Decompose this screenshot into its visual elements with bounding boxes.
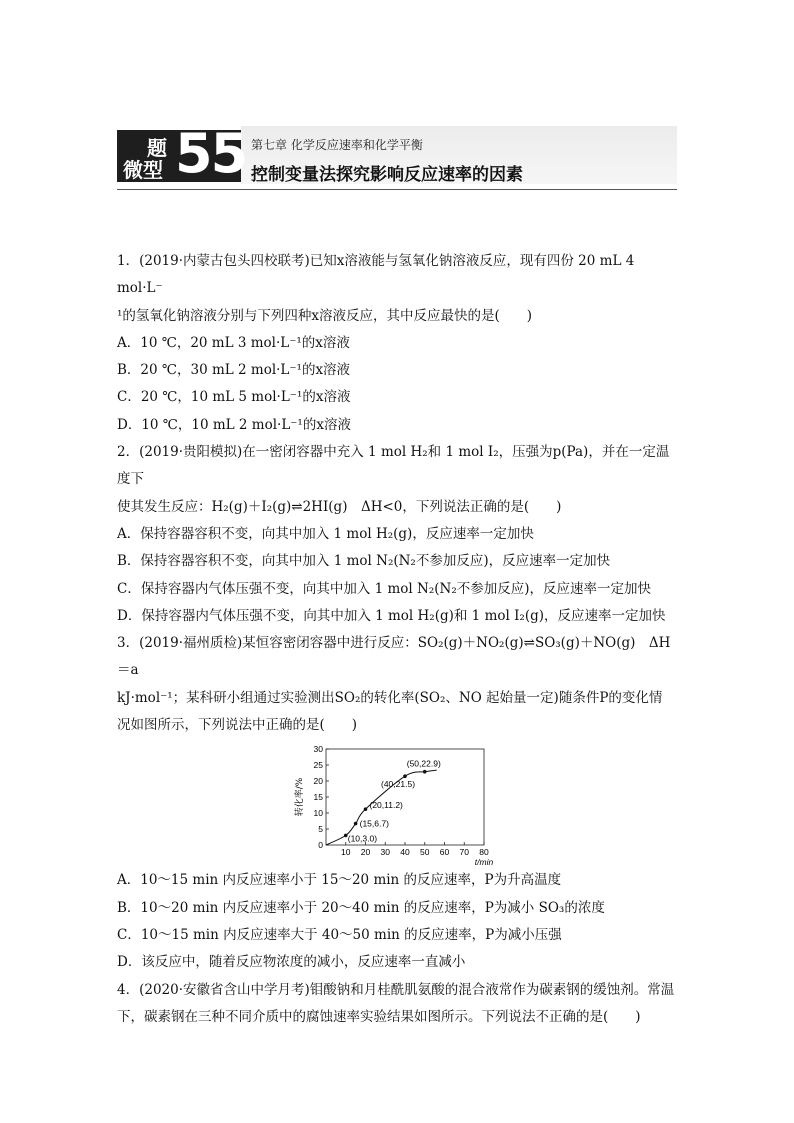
x-axis-label: t/min <box>474 857 494 866</box>
page-title: 控制变量法探究影响反应速率的因素 <box>251 165 523 185</box>
badge-number: 55 <box>175 122 247 185</box>
y-tick-label: 25 <box>313 760 323 771</box>
q3-stem-line1: 3．(2019·福州质检)某恒容密闭容器中进行反应：SO₂(g)＋NO₂(g)⇌SO₃(g)＋NO(g) ΔH＝a <box>117 635 671 679</box>
x-tick-label: 30 <box>380 847 390 858</box>
y-axis-label: 转化率/% <box>295 778 305 817</box>
y-tick-label: 20 <box>313 776 323 787</box>
y-tick-label: 5 <box>318 824 323 835</box>
q2-option-d: D．保持容器内气体压强不变，向其中加入 1 mol H₂(g)和 1 mol I₂(g)，反应速率一定加快 <box>117 607 666 624</box>
data-point <box>354 822 358 826</box>
badge-ti: 题 <box>147 136 167 160</box>
y-tick-label: 15 <box>313 792 323 803</box>
plot-frame <box>326 749 484 845</box>
q1-option-b: B．20 ℃，30 mL 2 mol·L⁻¹的x溶液 <box>117 362 351 379</box>
data-label: (15,6.7) <box>359 818 389 829</box>
x-tick-label: 40 <box>400 847 410 858</box>
q4-stem-line2: 下，碳素钢在三种不同介质中的腐蚀速率实验结果如图所示。下列说法不正确的是( ) <box>117 1008 641 1025</box>
data-label: (20,11.2) <box>369 800 403 811</box>
badge-wei: 微型 <box>123 158 163 182</box>
x-tick-label: 60 <box>439 847 450 858</box>
x-tick-label: 80 <box>479 847 489 858</box>
questions <box>117 248 680 1031</box>
y-tick-label: 0 <box>318 840 323 851</box>
q1-stem-line1: 1．(2019·内蒙古包头四校联考)已知x溶液能与氢氧化钠溶液反应，现有四份 20 mL 4 mol·L⁻ <box>117 253 635 297</box>
chapter-header <box>117 122 677 192</box>
q3-option-c: C．10～15 min 内反应速率大于 40～50 min 的反应速率，P为减小压强 <box>117 926 562 943</box>
q2-stem-line2: 使其发生反应：H₂(g)＋I₂(g)⇌2HI(g) ΔH<0，下列说法正确的是( ) <box>117 498 562 515</box>
data-label: (40,21.5) <box>381 779 416 790</box>
conversion-chart <box>117 739 680 867</box>
header-divider <box>117 189 677 190</box>
topic-badge <box>117 122 247 185</box>
q3-option-b: B．10～20 min 内反应速率小于 20～40 min 的反应速率，P为减小 SO₃的浓度 <box>117 899 605 916</box>
x-tick-label: 70 <box>459 847 469 858</box>
x-tick-label: 10 <box>341 847 351 858</box>
y-tick-label: 10 <box>313 808 323 819</box>
q4-stem-line1: 4．(2020·安徽省含山中学月考)钼酸钠和月桂酰肌氨酸的混合液常作为碳素钢的缓蚀剂。常温 <box>117 981 675 998</box>
q1-option-d: D．10 ℃，10 mL 2 mol·L⁻¹的x溶液 <box>117 416 351 433</box>
q1-option-c: C．20 ℃，10 mL 5 mol·L⁻¹的x溶液 <box>117 389 351 406</box>
conversion-chart-svg <box>292 741 522 865</box>
q2-option-a: A．保持容器容积不变，向其中加入 1 mol H₂(g)，反应速率一定加快 <box>117 525 534 542</box>
data-point <box>403 775 407 779</box>
data-label: (50,22.9) <box>406 759 441 770</box>
q2-option-c: C．保持容器内气体压强不变，向其中加入 1 mol N₂(N₂不参加反应)，反应速率一定加快 <box>117 580 652 597</box>
data-point <box>364 808 368 812</box>
q3-option-d: D．该反应中，随着反应物浓度的减小，反应速率一直减小 <box>117 954 466 971</box>
chapter-title: 第七章 化学反应速率和化学平衡 <box>251 138 423 152</box>
data-label: (10,3.0) <box>347 833 378 844</box>
q2-stem-line1: 2．(2019·贵阳模拟)在一密闭容器中充入 1 mol H₂和 1 mol I₂，压强为p(Pa)，并在一定温度下 <box>117 444 670 488</box>
q3-stem-line3: 况如图所示，下列说法中正确的是( ) <box>117 717 358 734</box>
q3-stem-line2: kJ·mol⁻¹；某科研小组通过实验测出SO₂的转化率(SO₂、NO 起始量一定)随条件P的变化情 <box>117 689 663 706</box>
q3-option-a: A．10～15 min 内反应速率小于 15～20 min 的反应速率，P为升高温度 <box>117 872 562 889</box>
q1-stem-line2: ¹的氢氧化钠溶液分别与下列四种x溶液反应，其中反应最快的是( ) <box>117 307 533 324</box>
q2-option-b: B．保持容器容积不变，向其中加入 1 mol N₂(N₂不参加反应)，反应速率一定加快 <box>117 553 611 570</box>
x-tick-label: 50 <box>420 847 430 858</box>
x-tick-label: 20 <box>360 847 371 858</box>
data-point <box>423 770 427 774</box>
y-tick-label: 30 <box>313 744 323 755</box>
q1-option-a: A．10 ℃，20 mL 3 mol·L⁻¹的x溶液 <box>117 334 350 351</box>
